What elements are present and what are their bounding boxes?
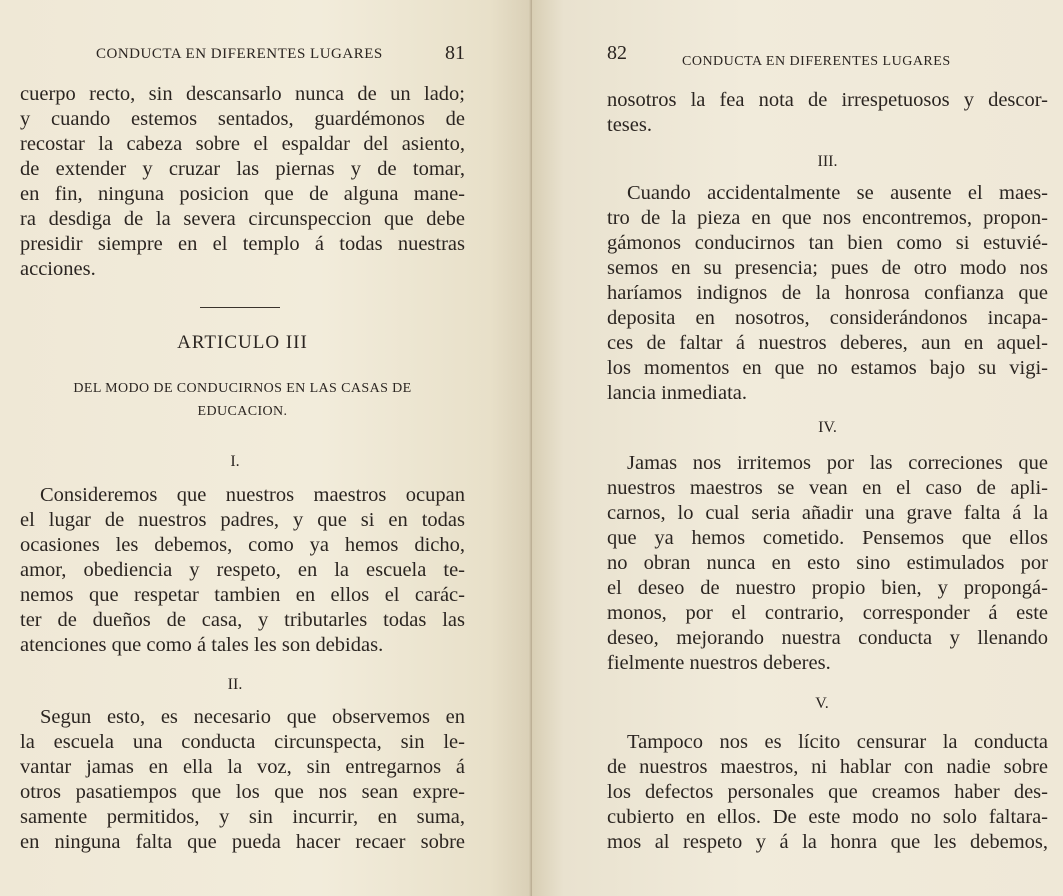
text-line: el lugar de nuestros padres, y que si en todas: [20, 509, 465, 531]
text-line: Cuando accidentalmente se ausente el maes-: [627, 182, 1048, 204]
text-line: mos al respeto y á la honra que les debemos,: [607, 831, 1048, 853]
text-line: teses.: [607, 114, 652, 136]
text-line: semos en su presencia; pues de otro modo nos: [607, 257, 1048, 279]
paragraph-number: III.: [817, 153, 838, 170]
running-head: CONDUCTA EN DIFERENTES LUGARES: [682, 54, 951, 69]
paragraph-number: II.: [227, 676, 243, 693]
text-line: en fin, ninguna posicion que de alguna mane-: [20, 183, 465, 205]
text-line: otros pasatiempos que los que nos sean expre-: [20, 781, 465, 803]
text-line: amor, obediencia y respeto, en la escuela te-: [20, 559, 465, 581]
text-line: Jamas nos irritemos por las correciones que: [627, 452, 1048, 474]
text-line: atenciones que como á tales les son debidas.: [20, 634, 384, 656]
text-line: la escuela una conducta circunspecta, sin le-: [20, 731, 465, 753]
paragraph-number: IV.: [818, 419, 837, 436]
text-line: cubierto en ellos. De este modo no solo faltara-: [607, 806, 1048, 828]
text-line: no obran nunca en esto sino estimulados por: [607, 552, 1048, 574]
text-line: fielmente nuestros deberes.: [607, 652, 831, 674]
text-line: samente permitidos, y sin incurrir, en suma,: [20, 806, 465, 828]
text-line: Tampoco nos es lícito censurar la conducta: [627, 731, 1048, 753]
text-line: de nuestros maestros, ni hablar con nadie sobre: [607, 756, 1048, 778]
paragraph-number: I.: [230, 453, 240, 470]
text-line: ra desdiga de la severa circunspeccion que debe: [20, 208, 465, 230]
text-line: nosotros la fea nota de irrespetuosos y descor-: [607, 89, 1048, 111]
text-line: de extender y cruzar las piernas y de tomar,: [20, 158, 465, 180]
text-line: deseo, mejorando nuestra conducta y llenando: [607, 627, 1048, 649]
text-line: Consideremos que nuestros maestros ocupan: [40, 484, 465, 506]
text-line: deposita en nosotros, considerándonos incapa-: [607, 307, 1048, 329]
section-title: EDUCACION.: [197, 404, 288, 419]
article-title: ARTICULO III: [177, 332, 308, 353]
text-line: haríamos indignos de la honrosa confianza que: [607, 282, 1048, 304]
text-line: carnos, lo cual seria añadir una grave falta á la: [607, 502, 1048, 524]
text-line: y cuando estemos sentados, guardémonos de: [20, 108, 465, 130]
section-rule: [200, 307, 280, 308]
text-line: cuerpo recto, sin descansarlo nunca de un lado;: [20, 83, 465, 105]
text-line: Segun esto, es necesario que observemos en: [40, 706, 465, 728]
text-line: los defectos personales que creamos haber des-: [607, 781, 1048, 803]
text-line: ocasiones les debemos, como ya hemos dicho,: [20, 534, 465, 556]
text-line: acciones.: [20, 258, 96, 280]
text-line: gámonos conducirnos tan bien como si estuvié-: [607, 232, 1048, 254]
text-line: tro de la pieza en que nos encontremos, propon-: [607, 207, 1048, 229]
page-number: 81: [445, 42, 465, 64]
text-line: ces de faltar á nuestros deberes, aun en aquel-: [607, 332, 1048, 354]
text-line: vantar jamas en ella la voz, sin entregarnos á: [20, 756, 465, 778]
text-line: nuestros maestros se vean en el caso de apli-: [607, 477, 1048, 499]
text-line: monos, por el contrario, corresponder á este: [607, 602, 1048, 624]
text-line: los momentos en que no estamos bajo su vigi-: [607, 357, 1048, 379]
section-title: DEL MODO DE CONDUCIRNOS EN LAS CASAS DE: [73, 381, 412, 396]
text-line: recostar la cabeza sobre el espaldar del asiento,: [20, 133, 465, 155]
text-line: presidir siempre en el templo á todas nuestras: [20, 233, 465, 255]
text-line: lancia inmediata.: [607, 382, 748, 404]
paragraph-number: V.: [815, 695, 829, 712]
text-line: el deseo de nuestro propio bien, y propongá-: [607, 577, 1048, 599]
text-line: ter de dueños de casa, y tributarles todas las: [20, 609, 465, 631]
page-number: 82: [607, 42, 627, 64]
text-line: nemos que respetar tambien en ellos el carác-: [20, 584, 465, 606]
text-line: en ninguna falta que pueda hacer recaer sobre: [20, 831, 465, 853]
running-head: CONDUCTA EN DIFERENTES LUGARES: [96, 46, 383, 62]
text-line: que ya hemos cometido. Pensemos que ellos: [607, 527, 1048, 549]
